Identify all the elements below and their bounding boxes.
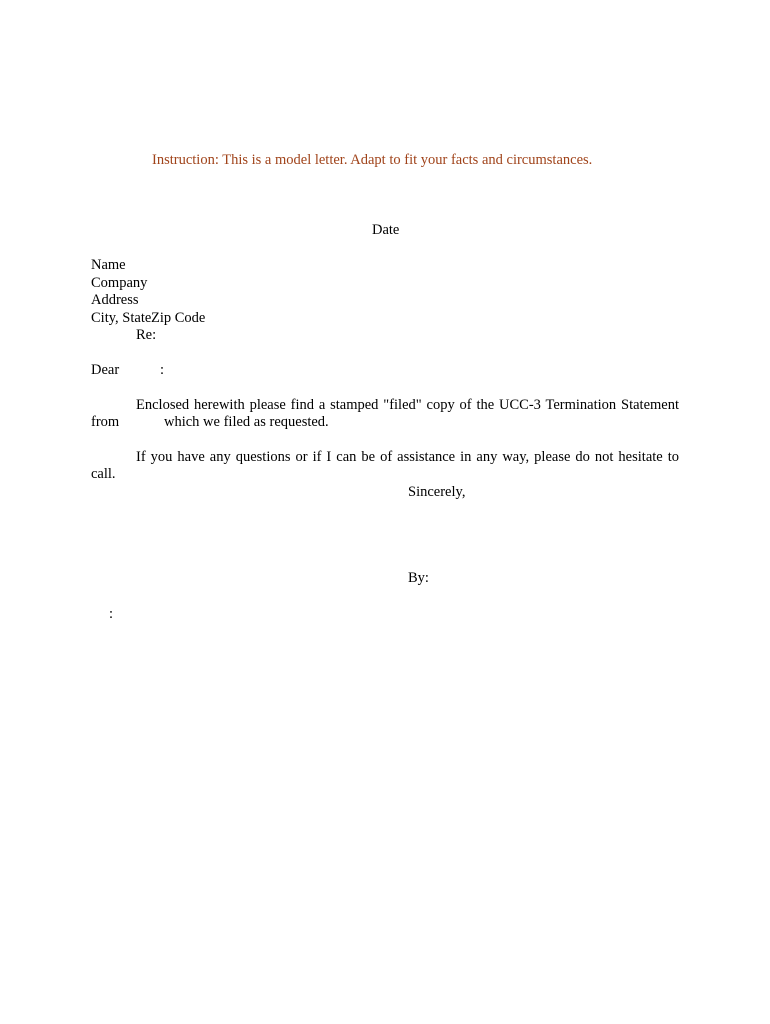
letter-date: Date (372, 222, 400, 238)
body-paragraph-1-line-1: Enclosed herewith please find a stamped "filed" copy of the UCC-3 Termination Statement (136, 397, 679, 413)
closing: Sincerely, (408, 484, 466, 500)
body-paragraph-1-from: from (91, 414, 120, 430)
instruction-note: Instruction: This is a model letter. Adapt to fit your facts and circumstances. (152, 152, 593, 168)
recipient-zip: Zip Code (151, 310, 206, 326)
recipient-address: Address (91, 292, 139, 308)
signature-colon: : (109, 606, 114, 622)
signature-by: By: (408, 570, 429, 586)
recipient-city-state: City, State (91, 310, 152, 326)
salutation-colon: : (160, 362, 165, 378)
recipient-company: Company (91, 275, 148, 291)
body-paragraph-1-line-2: which we filed as requested. (164, 414, 329, 430)
body-paragraph-2-line-2: call. (91, 466, 116, 482)
body-paragraph-2-line-1: If you have any questions or if I can be of assistance in any way, please do not hesitate to (136, 449, 679, 465)
salutation: Dear (91, 362, 120, 378)
recipient-name: Name (91, 257, 126, 273)
subject-re: Re: (136, 327, 157, 343)
